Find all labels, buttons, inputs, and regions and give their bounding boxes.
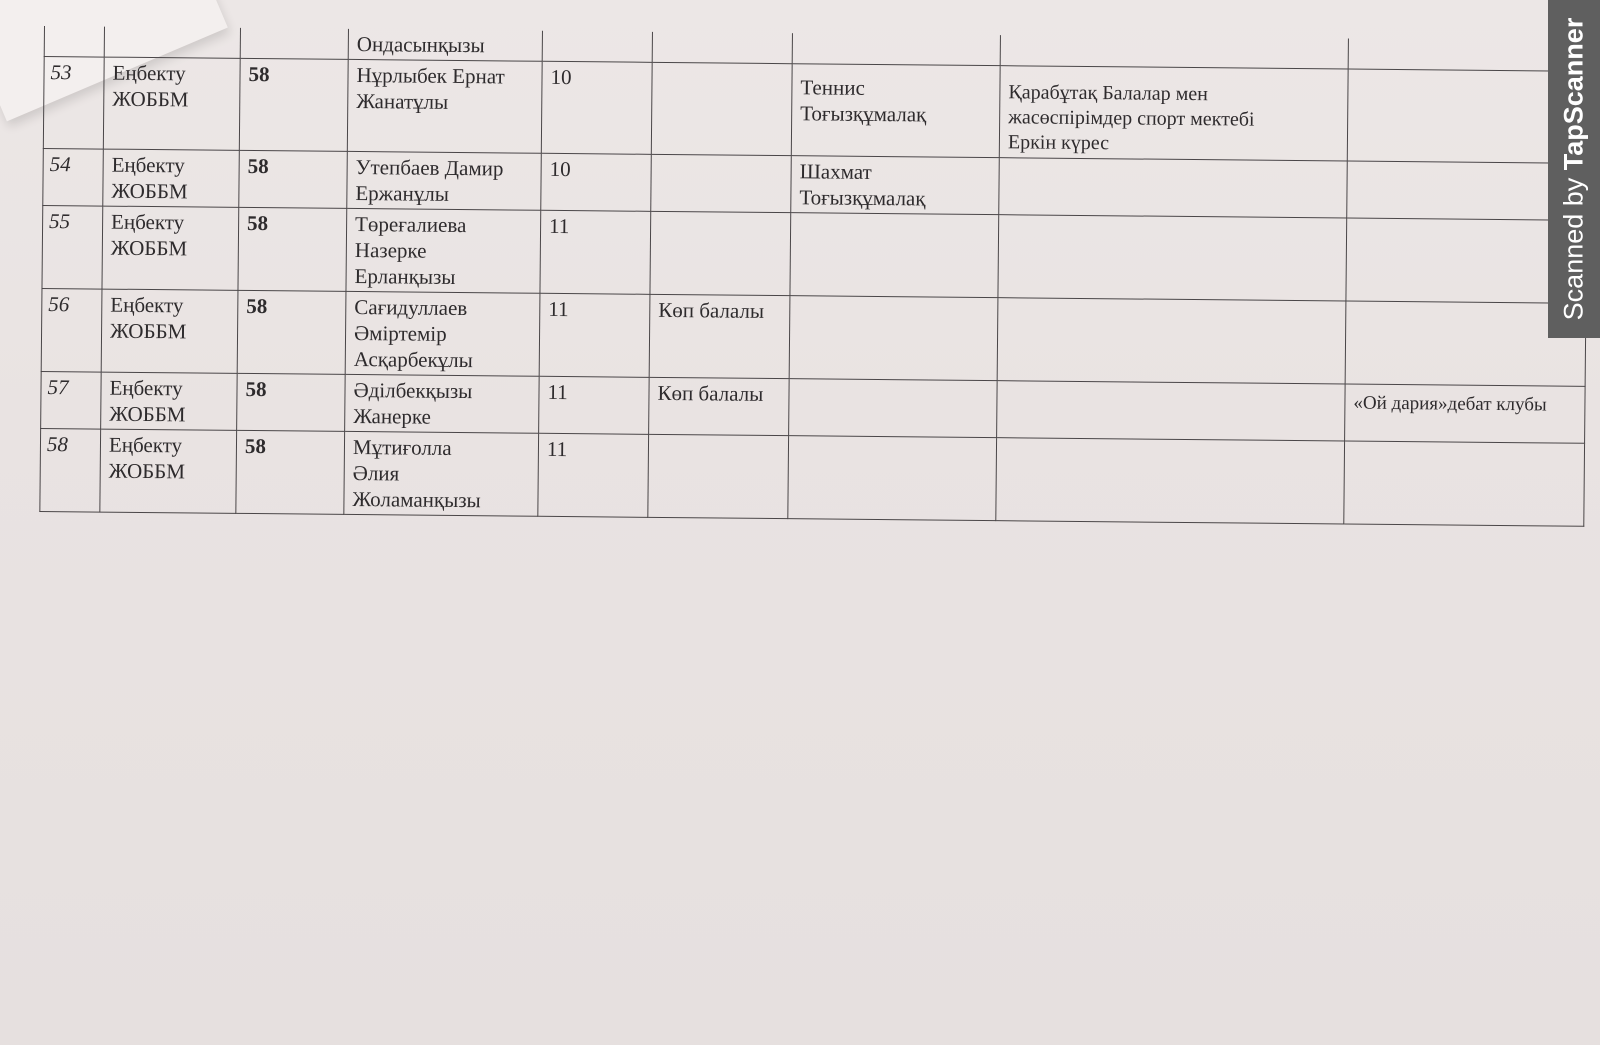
status-cell: Көп балалы: [649, 377, 790, 435]
school-number-cell: 58: [237, 290, 346, 374]
school-cell: Еңбекту ЖОББМ: [101, 372, 238, 430]
club-cell: Теннис Тоғызқұмалақ: [791, 64, 1000, 158]
row-number-cell: 55: [42, 205, 103, 289]
status-cell: [648, 434, 789, 518]
row-number-cell: 57: [41, 371, 102, 429]
row-number-cell: 58: [40, 428, 101, 512]
club-cell: [788, 436, 997, 521]
table-row: [43, 57, 1588, 164]
sport-school-cell: Қарабұтақ Балалар мен жасөспірімдер спорт мектебі Еркін күрес: [999, 66, 1348, 161]
club-cell: [789, 379, 998, 438]
school-cell: Еңбекту ЖОББМ: [103, 149, 240, 207]
grade-cell: 11: [540, 210, 651, 294]
school-cell: Еңбекту ЖОББМ: [103, 57, 240, 150]
student-name-cell: Төреғалиева Назерке Ерланқызы: [346, 208, 541, 293]
row-number-cell: 54: [43, 148, 104, 206]
sport-school-cell: [998, 215, 1347, 301]
grade-cell: 11: [539, 376, 650, 434]
school-number-cell: 58: [239, 58, 348, 151]
school-number-cell: 58: [237, 373, 346, 431]
status-cell: Көп балалы: [649, 294, 790, 378]
watermark-text: Scanned by TapScanner: [1558, 17, 1589, 321]
sport-school-cell: [996, 438, 1345, 524]
tapscanner-watermark: [1548, 0, 1600, 338]
row-number-cell: 53: [43, 57, 104, 150]
student-register-table: [39, 26, 1589, 527]
school-cell: Еңбекту ЖОББМ: [101, 289, 238, 373]
student-name-cell: Мұтиғолла Әлия Жоламанқызы: [344, 431, 539, 516]
club-cell: [789, 296, 998, 381]
student-name-cell: Сағидуллаев Әміртемір Асқарбекұлы: [345, 291, 540, 376]
debate-club-cell: [1344, 441, 1585, 526]
sport-school-cell: [997, 381, 1346, 441]
table-row: [40, 428, 1585, 526]
debate-club-cell: «Ой дария»дебат клубы: [1345, 384, 1586, 443]
student-name-cell: Әділбекқызы Жанерке: [345, 374, 540, 433]
school-number-cell: 58: [236, 430, 345, 514]
school-number-cell: 58: [238, 207, 347, 291]
student-register-sheet: [39, 26, 1589, 527]
student-name-cell: Нұрлыбек Ернат Жанатұлы: [347, 59, 542, 153]
student-name-cell: Ондасынқызы: [348, 29, 542, 61]
grade-cell: 11: [538, 433, 649, 517]
sport-school-cell: [997, 298, 1346, 384]
school-cell: Еңбекту ЖОББМ: [102, 206, 239, 290]
table-row: [42, 205, 1587, 303]
sport-school-cell: [999, 158, 1348, 218]
club-cell: [790, 213, 999, 298]
school-cell: Еңбекту ЖОББМ: [100, 429, 237, 513]
status-cell: [651, 62, 792, 155]
club-cell: Шахмат Тоғызқұмалақ: [791, 156, 1000, 215]
grade-cell: 10: [541, 153, 652, 211]
grade-cell: 11: [539, 293, 650, 377]
school-number-cell: 58: [239, 150, 348, 208]
table-row: [41, 288, 1586, 386]
status-cell: [650, 211, 791, 295]
status-cell: [651, 154, 792, 212]
grade-cell: 10: [541, 61, 652, 154]
student-name-cell: Утепбаев Дамир Ержанұлы: [347, 151, 542, 210]
row-number-cell: 56: [41, 288, 102, 372]
